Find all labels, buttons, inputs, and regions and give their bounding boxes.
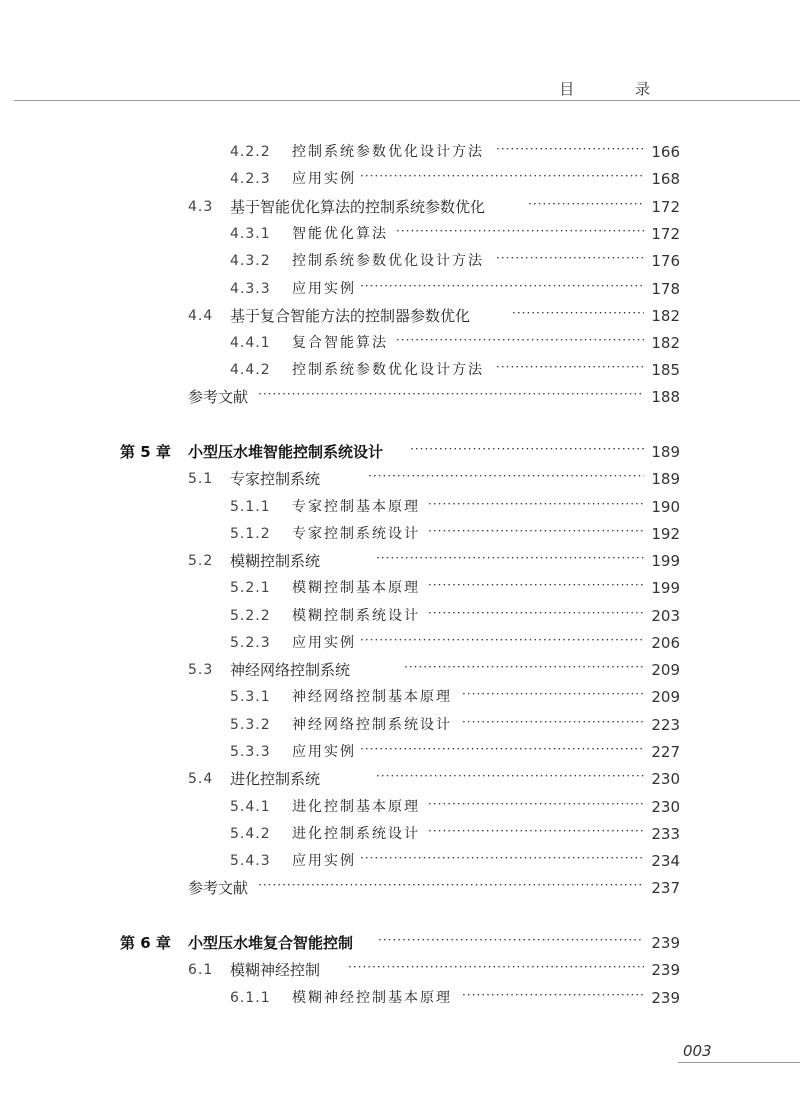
toc-entry[interactable] [0, 166, 800, 193]
toc-entry-number: 6.1 [188, 962, 214, 978]
toc-entry-title: 专家控制系统 [230, 470, 321, 488]
toc-leader-dots [512, 300, 644, 327]
toc-entry[interactable] [0, 139, 800, 166]
toc-entry-page: 233 [651, 825, 680, 843]
toc-entry[interactable] [0, 303, 800, 330]
toc-entry[interactable] [0, 575, 800, 602]
toc-entry-page: 199 [651, 579, 680, 597]
toc-entry[interactable] [0, 276, 800, 303]
toc-leader-dots [428, 518, 644, 545]
toc-entry-references[interactable] [0, 384, 800, 411]
toc-leader-dots [396, 327, 644, 354]
toc-chapter-entry[interactable] [0, 930, 800, 957]
toc-entry-title: 模糊控制系统 [230, 552, 321, 570]
toc-entry-title: 神经网络控制系统设计 [292, 717, 452, 733]
toc-entry-page: 234 [651, 852, 680, 870]
toc-entry-page: 172 [651, 225, 680, 243]
toc-entry-number: 5.2.2 [230, 608, 271, 624]
toc-entry[interactable] [0, 957, 800, 984]
toc-entry-number: 5.2 [188, 553, 214, 569]
toc-entry-title: 模糊神经控制基本原理 [292, 990, 452, 1006]
toc-entry-title: 神经网络控制基本原理 [292, 689, 452, 705]
toc-leader-dots [258, 872, 644, 899]
toc-entry[interactable] [0, 739, 800, 766]
toc-entry-title: 应用实例 [292, 171, 356, 187]
toc-leader-dots [396, 218, 644, 245]
footer-rule [678, 1062, 800, 1063]
toc-entry[interactable] [0, 794, 800, 821]
toc-leader-dots [410, 436, 644, 463]
toc-entry-title: 参考文献 [188, 388, 249, 406]
toc-entry-title: 进化控制基本原理 [292, 799, 420, 815]
toc-entry-title: 复合智能算法 [292, 335, 388, 351]
toc-entry-number: 5.2.3 [230, 635, 271, 651]
toc-entry[interactable] [0, 494, 800, 521]
toc-entry-title: 模糊控制基本原理 [292, 580, 420, 596]
toc-entry-number: 5.3 [188, 662, 214, 678]
toc-entry-number: 4.4 [188, 308, 214, 324]
toc-entry-title: 智能优化算法 [292, 226, 388, 242]
running-header-title: 目 录 [559, 80, 678, 98]
toc-entry-number: 4.3.1 [230, 226, 271, 242]
toc-entry-title: 进化控制系统设计 [292, 826, 420, 842]
toc-entry-page: 230 [651, 770, 680, 788]
toc-leader-dots [428, 572, 644, 599]
toc-entry-page: 176 [651, 252, 680, 270]
toc-leader-dots [428, 818, 644, 845]
toc-entry-number: 4.2.3 [230, 171, 271, 187]
toc-entry[interactable] [0, 248, 800, 275]
toc-leader-dots [462, 982, 644, 1009]
toc-entry-number: 5.4.2 [230, 826, 271, 842]
toc-entry-number: 5.4 [188, 771, 214, 787]
toc-entry-number: 6.1.1 [230, 990, 271, 1006]
toc-entry-page: 203 [651, 607, 680, 625]
toc-entry-title: 模糊神经控制 [230, 961, 321, 979]
toc-entry-page: 182 [651, 334, 680, 352]
toc-entry-page: 189 [651, 443, 680, 461]
toc-entry[interactable] [0, 821, 800, 848]
toc-entry-page: 239 [651, 961, 680, 979]
toc-leader-dots [376, 545, 644, 572]
toc-chapter-number: 第 6 章 [120, 934, 171, 952]
toc-entry-number: 4.2.2 [230, 144, 271, 160]
toc-entry[interactable] [0, 330, 800, 357]
toc-chapter-title: 小型压水堆复合智能控制 [188, 934, 354, 952]
toc-entry-page: 223 [651, 716, 680, 734]
toc-entry-page: 227 [651, 743, 680, 761]
toc-entry-number: 5.3.1 [230, 689, 271, 705]
toc-entry-title: 应用实例 [292, 853, 356, 869]
toc-entry[interactable] [0, 357, 800, 384]
toc-entry-page: 188 [651, 388, 680, 406]
toc-entry-title: 基于复合智能方法的控制器参数优化 [230, 307, 471, 325]
toc-leader-dots [360, 163, 644, 190]
toc-entry-page: 178 [651, 280, 680, 298]
toc-entry[interactable] [0, 548, 800, 575]
toc-entry-number: 4.3.2 [230, 253, 271, 269]
toc-entry-number: 5.3.3 [230, 744, 271, 760]
toc-leader-dots [462, 681, 644, 708]
toc-leader-dots [528, 191, 644, 218]
toc-entry[interactable] [0, 657, 800, 684]
toc-entry-page: 182 [651, 307, 680, 325]
toc-entry-number: 4.4.2 [230, 362, 271, 378]
toc-entry-number: 5.1 [188, 471, 214, 487]
toc-entry-references[interactable] [0, 875, 800, 902]
toc-entry-number: 5.1.1 [230, 499, 271, 515]
toc-leader-dots [258, 381, 644, 408]
toc-entry-page: 206 [651, 634, 680, 652]
toc-entry-page: 192 [651, 525, 680, 543]
toc-leader-dots [496, 136, 644, 163]
toc-entry-title: 控制系统参数优化设计方法 [292, 144, 484, 160]
toc-entry-title: 应用实例 [292, 281, 356, 297]
toc-chapter-entry[interactable] [0, 439, 800, 466]
toc-entry-title: 模糊控制系统设计 [292, 608, 420, 624]
toc-entry-page: 230 [651, 798, 680, 816]
toc-entry-page: 209 [651, 661, 680, 679]
toc-entry[interactable] [0, 603, 800, 630]
toc-entry-number: 5.4.3 [230, 853, 271, 869]
toc-entry-page: 209 [651, 688, 680, 706]
toc-entry-page: 166 [651, 143, 680, 161]
toc-entry-page: 172 [651, 198, 680, 216]
toc-entry-number: 5.4.1 [230, 799, 271, 815]
toc-entry-title: 进化控制系统 [230, 770, 321, 788]
toc-entry[interactable] [0, 712, 800, 739]
toc-leader-dots [378, 927, 644, 954]
toc-entry-page: 185 [651, 361, 680, 379]
toc-entry-page: 199 [651, 552, 680, 570]
toc-entry[interactable] [0, 985, 800, 1012]
toc-leader-dots [496, 245, 644, 272]
toc-entry[interactable] [0, 766, 800, 793]
toc-entry-page: 168 [651, 170, 680, 188]
toc-entry[interactable] [0, 221, 800, 248]
toc-leader-dots [496, 354, 644, 381]
toc-entry[interactable] [0, 466, 800, 493]
toc-entry-title: 控制系统参数优化设计方法 [292, 253, 484, 269]
page-number: 003 [683, 1042, 712, 1060]
toc-entry-page: 237 [651, 879, 680, 897]
toc-entry[interactable] [0, 521, 800, 548]
toc-entry-page: 189 [651, 470, 680, 488]
toc-entry-title: 基于智能优化算法的控制系统参数优化 [230, 198, 486, 216]
toc-entry[interactable] [0, 848, 800, 875]
toc-leader-dots [462, 709, 644, 736]
toc-entry-page: 239 [651, 934, 680, 952]
toc-leader-dots [404, 654, 644, 681]
toc-chapter-number: 第 5 章 [120, 443, 171, 461]
toc-entry-number: 5.2.1 [230, 580, 271, 596]
toc-entry-title: 参考文献 [188, 879, 249, 897]
toc-entry-title: 应用实例 [292, 744, 356, 760]
toc-entry[interactable] [0, 684, 800, 711]
toc-entry-title: 控制系统参数优化设计方法 [292, 362, 484, 378]
toc-leader-dots [428, 600, 644, 627]
toc-leader-dots [428, 791, 644, 818]
toc-entry-number: 5.1.2 [230, 526, 271, 542]
toc-leader-dots [360, 736, 644, 763]
toc-leader-dots [376, 763, 644, 790]
toc-entry-number: 4.4.1 [230, 335, 271, 351]
toc-entry-number: 5.3.2 [230, 717, 271, 733]
toc-leader-dots [428, 491, 644, 518]
toc-entry-page: 190 [651, 498, 680, 516]
toc-entry[interactable] [0, 630, 800, 657]
toc-leader-dots [360, 627, 644, 654]
toc-leader-dots [348, 954, 644, 981]
toc-entry[interactable] [0, 194, 800, 221]
toc-entry-title: 专家控制系统设计 [292, 526, 420, 542]
toc-entry-title: 神经网络控制系统 [230, 661, 351, 679]
toc-entry-page: 239 [651, 989, 680, 1007]
toc-entry-number: 4.3 [188, 199, 214, 215]
toc-leader-dots [360, 845, 644, 872]
toc-entry-title: 应用实例 [292, 635, 356, 651]
toc-chapter-title: 小型压水堆智能控制系统设计 [188, 443, 384, 461]
toc-leader-dots [368, 463, 644, 490]
toc-entry-number: 4.3.3 [230, 281, 271, 297]
toc-leader-dots [360, 273, 644, 300]
toc-entry-title: 专家控制基本原理 [292, 499, 420, 515]
